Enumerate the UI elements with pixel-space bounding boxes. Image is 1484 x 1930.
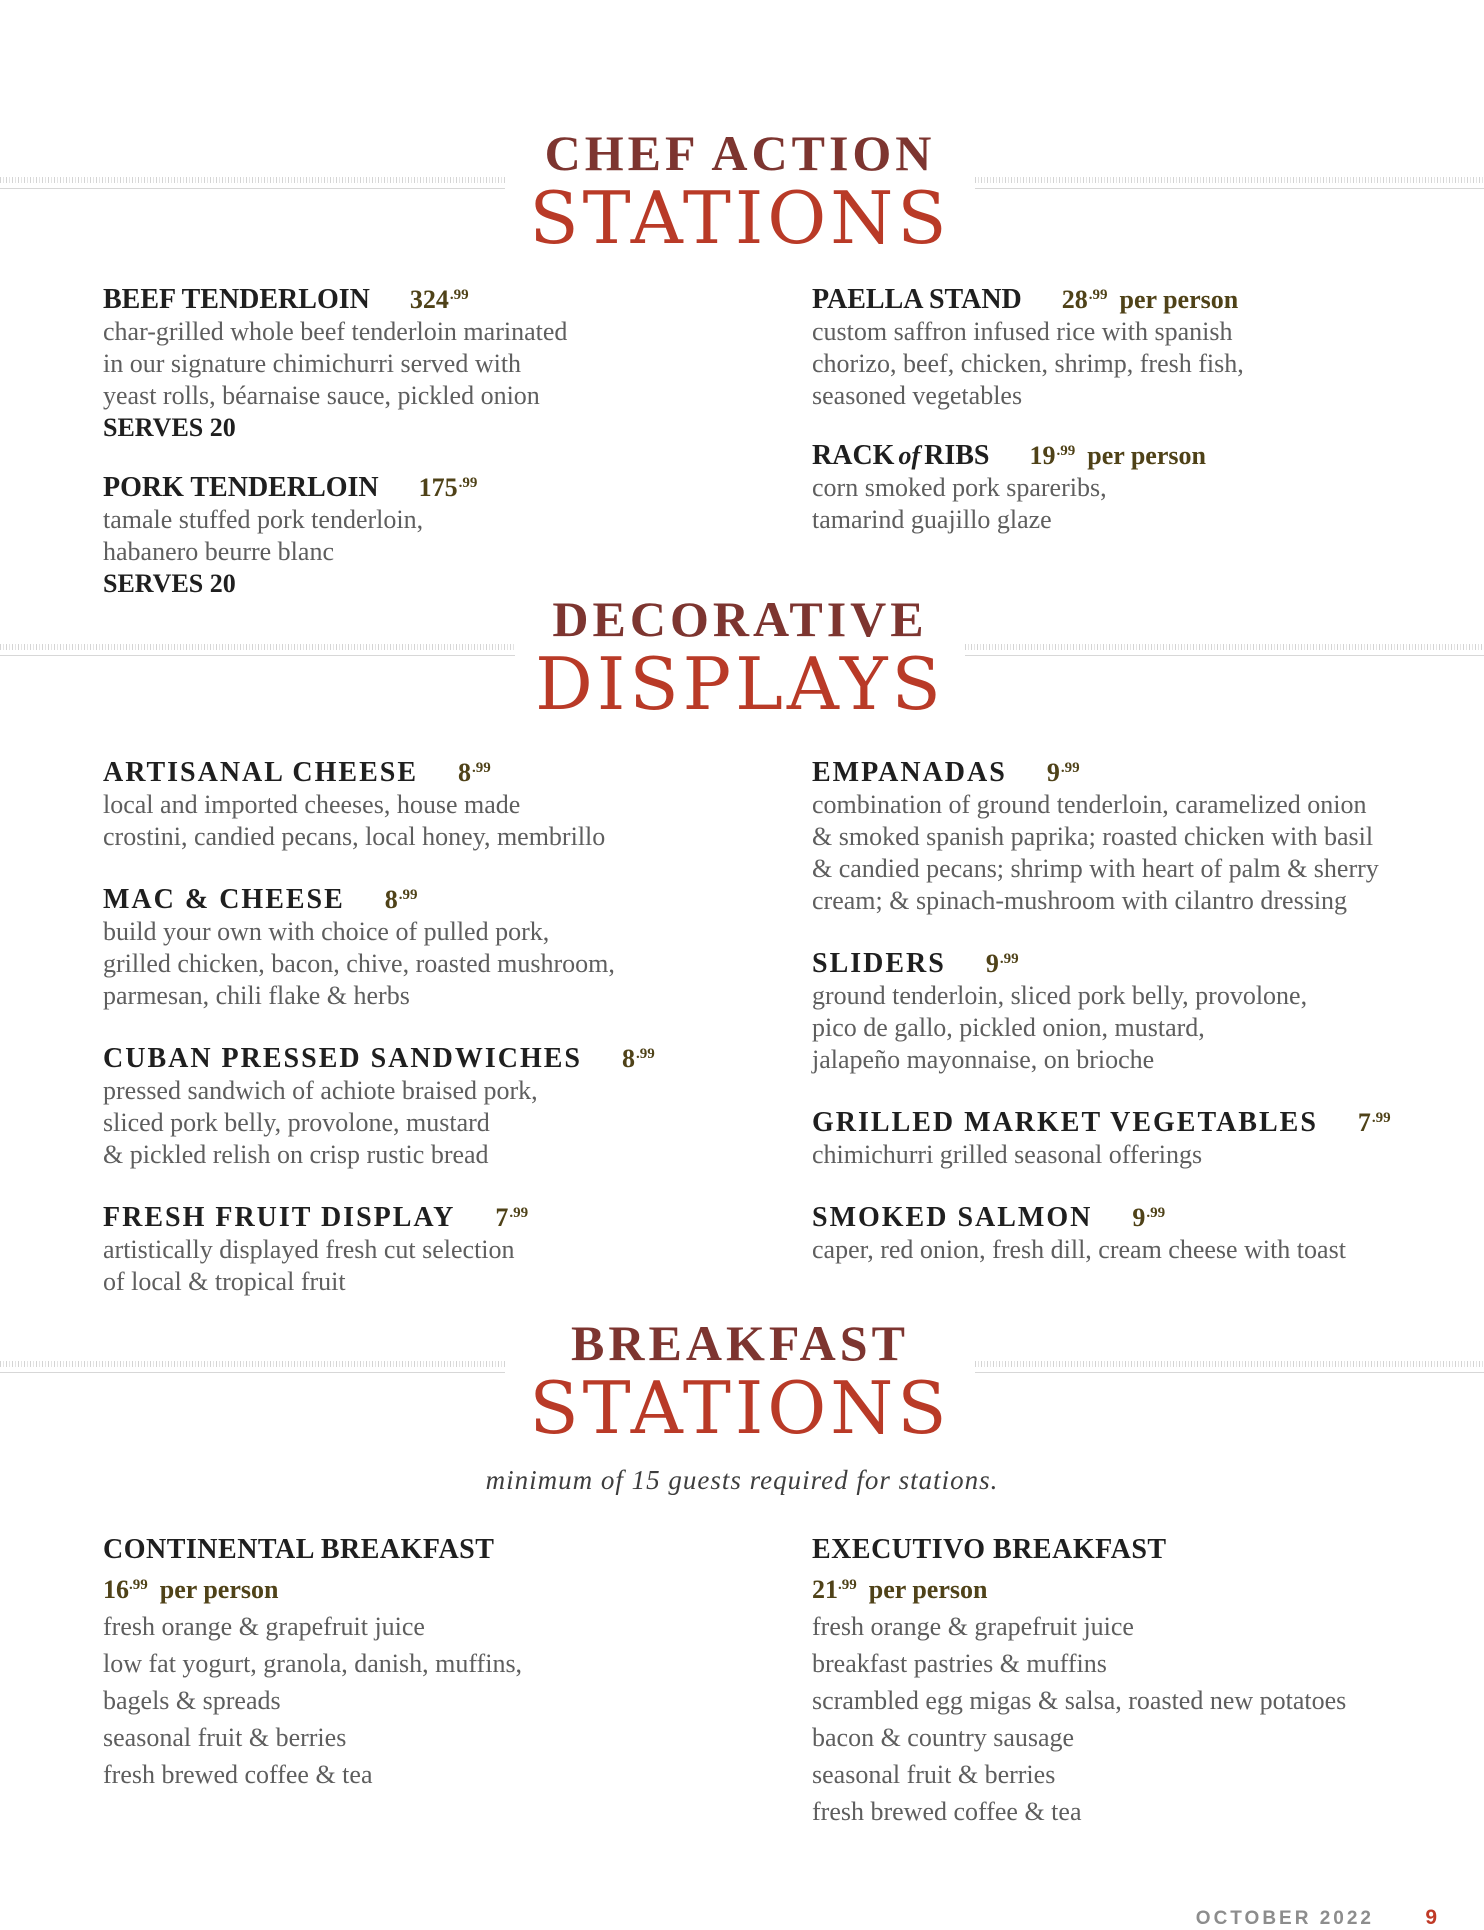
item-description: corn smoked pork spareribs, [812, 473, 1107, 502]
item-description: pressed sandwich of achiote braised pork, [103, 1076, 538, 1105]
item-title: CONTINENTAL BREAKFAST [103, 1534, 495, 1565]
breakfast-right-column [812, 1533, 1452, 1830]
item-description: ground tenderloin, sliced pork belly, provolone, [812, 981, 1308, 1010]
item-price: $28^{.99}$ [1061, 285, 1108, 314]
breakfast-minimum-note: minimum of 15 guests required for stations. [485, 1465, 999, 1495]
item-description: local and imported cheeses, house made [103, 790, 521, 819]
page-number: 9 [1425, 1906, 1437, 1929]
menu-item-pork-tenderloin [103, 467, 723, 600]
heading-top: CHEF ACTION [544, 125, 936, 181]
item-line: low fat yogurt, granola, danish, muffins, [103, 1649, 523, 1678]
item-description: tamarind guajillo glaze [812, 505, 1052, 534]
divider-line [0, 188, 505, 189]
item-description: seasoned vegetables [812, 381, 1023, 410]
item-description: tamale stuffed pork tenderloin, [103, 505, 424, 534]
item-title: FRESH FRUIT DISPLAY [103, 1202, 456, 1233]
item-line: fresh brewed coffee & tea [103, 1760, 373, 1789]
heading-top: DECORATIVE [552, 591, 928, 647]
item-description: in our signature chimichurri served with [103, 349, 522, 378]
item-description: custom saffron infused rice with spanish [812, 317, 1233, 346]
item-title: SLIDERS [812, 948, 946, 979]
item-line: fresh orange & grapefruit juice [103, 1612, 425, 1641]
item-description: grilled chicken, bacon, chive, roasted mushroom, [103, 949, 615, 978]
item-description: chorizo, beef, chicken, shrimp, fresh fish, [812, 349, 1244, 378]
item-title: MAC & CHEESE [103, 884, 345, 915]
item-description: of local & tropical fruit [103, 1267, 346, 1296]
menu-item-grilled-market-vegetables [812, 1102, 1452, 1171]
item-line: seasonal fruit & berries [812, 1760, 1056, 1789]
item-line: bacon & country sausage [812, 1723, 1075, 1752]
item-price: $16^{.99}$ per person [103, 1575, 279, 1604]
item-title: PAELLA STAND [812, 284, 1022, 315]
item-description: build your own with choice of pulled pork, [103, 917, 550, 946]
menu-item-artisanal-cheese [103, 752, 723, 853]
item-line: fresh orange & grapefruit juice [812, 1612, 1134, 1641]
item-price: $9^{.99}$ [1046, 758, 1080, 787]
divider-line [0, 655, 515, 656]
menu-item-empanadas [812, 752, 1452, 917]
item-title: GRILLED MARKET VEGETABLES [812, 1107, 1318, 1138]
item-title: PORK TENDERLOIN [103, 472, 379, 503]
item-description: jalapeño mayonnaise, on brioche [812, 1045, 1155, 1074]
footer-date: OCTOBER 2022 [1195, 1908, 1374, 1929]
item-title: RACK of RIBS [812, 440, 990, 471]
section-heading-decorative-displays [515, 591, 965, 726]
item-title: BEEF TENDERLOIN [103, 284, 370, 315]
item-description: combination of ground tenderloin, caramelized onion [812, 790, 1367, 819]
item-price: $21^{.99}$ per person [812, 1575, 988, 1604]
item-line: fresh brewed coffee & tea [812, 1797, 1082, 1826]
item-description: caper, red onion, fresh dill, cream cheese with toast [812, 1235, 1346, 1264]
decorative-left-column [103, 752, 723, 1298]
item-description: & smoked spanish paprika; roasted chicken with basil [812, 822, 1374, 851]
divider-line [965, 655, 1484, 656]
chef-right-column [812, 279, 1432, 536]
item-price: $7^{.99}$ [1357, 1108, 1391, 1137]
item-description: cream; & spinach-mushroom with cilantro dressing [812, 886, 1348, 915]
section-heading-breakfast-stations [505, 1315, 975, 1450]
item-line: seasonal fruit & berries [103, 1723, 347, 1752]
per-person-label: per person [1087, 441, 1206, 470]
item-price: $8^{.99}$ [621, 1044, 655, 1073]
item-price: $8^{.99}$ [458, 758, 491, 787]
item-description: & pickled relish on crisp rustic bread [103, 1140, 489, 1169]
heading-top: BREAKFAST [571, 1315, 909, 1371]
item-description: sliced pork belly, provolone, mustard [103, 1108, 490, 1137]
item-description: char-grilled whole beef tenderloin marinated [103, 317, 568, 346]
item-price: $7^{.99}$ [495, 1203, 529, 1232]
menu-item-fresh-fruit-display [103, 1197, 723, 1298]
decorative-right-column [812, 752, 1452, 1266]
item-title: SMOKED SALMON [812, 1202, 1093, 1233]
heading-bottom: STATIONS [529, 1366, 951, 1450]
divider-line [0, 1372, 505, 1373]
item-line: breakfast pastries & muffins [812, 1649, 1107, 1678]
menu-item-mac-and-cheese [103, 879, 723, 1012]
menu-item-beef-tenderloin [103, 279, 723, 444]
item-description: yeast rolls, béarnaise sauce, pickled onion [103, 381, 540, 410]
item-description: artistically displayed fresh cut selection [103, 1235, 515, 1264]
item-serves: SERVES 20 [103, 413, 236, 442]
section-heading-chef-action-stations [505, 125, 975, 260]
item-price: $9^{.99}$ [1132, 1203, 1166, 1232]
item-description: pico de gallo, pickled onion, mustard, [812, 1013, 1205, 1042]
breakfast-left-column [103, 1533, 723, 1793]
item-description: chimichurri grilled seasonal offerings [812, 1140, 1203, 1169]
item-line: bagels & spreads [103, 1686, 281, 1715]
menu-item-smoked-salmon [812, 1197, 1452, 1266]
item-title: EXECUTIVO BREAKFAST [812, 1534, 1167, 1565]
item-title: EMPANADAS [812, 757, 1007, 788]
menu-item-rack-of-ribs [812, 435, 1432, 536]
heading-bottom: DISPLAYS [535, 642, 945, 726]
item-description: habanero beurre blanc [103, 537, 334, 566]
item-price: $9^{.99}$ [985, 949, 1019, 978]
item-price: $324^{.99}$ [409, 285, 469, 314]
chef-left-column [103, 279, 723, 600]
item-line: scrambled egg migas & salsa, roasted new potatoes [812, 1686, 1347, 1715]
item-price: $19^{.99}$ [1029, 441, 1076, 470]
divider-line [975, 1372, 1484, 1373]
menu-item-sliders [812, 943, 1452, 1076]
per-person-label: per person [1119, 285, 1239, 314]
menu-item-cuban-pressed-sandwiches [103, 1038, 723, 1171]
item-description: parmesan, chili flake & herbs [103, 981, 410, 1010]
item-price: $175^{.99}$ [418, 473, 478, 502]
item-description: & candied pecans; shrimp with heart of palm & sherry [812, 854, 1379, 883]
divider-line [975, 188, 1484, 189]
heading-bottom: STATIONS [529, 176, 951, 260]
item-title: ARTISANAL CHEESE [103, 757, 418, 788]
item-serves: SERVES 20 [103, 569, 236, 598]
menu-item-paella-stand [812, 279, 1432, 412]
item-title: CUBAN PRESSED SANDWICHES [103, 1043, 582, 1074]
item-price: $8^{.99}$ [384, 885, 418, 914]
item-description: crostini, candied pecans, local honey, membrillo [103, 822, 606, 851]
